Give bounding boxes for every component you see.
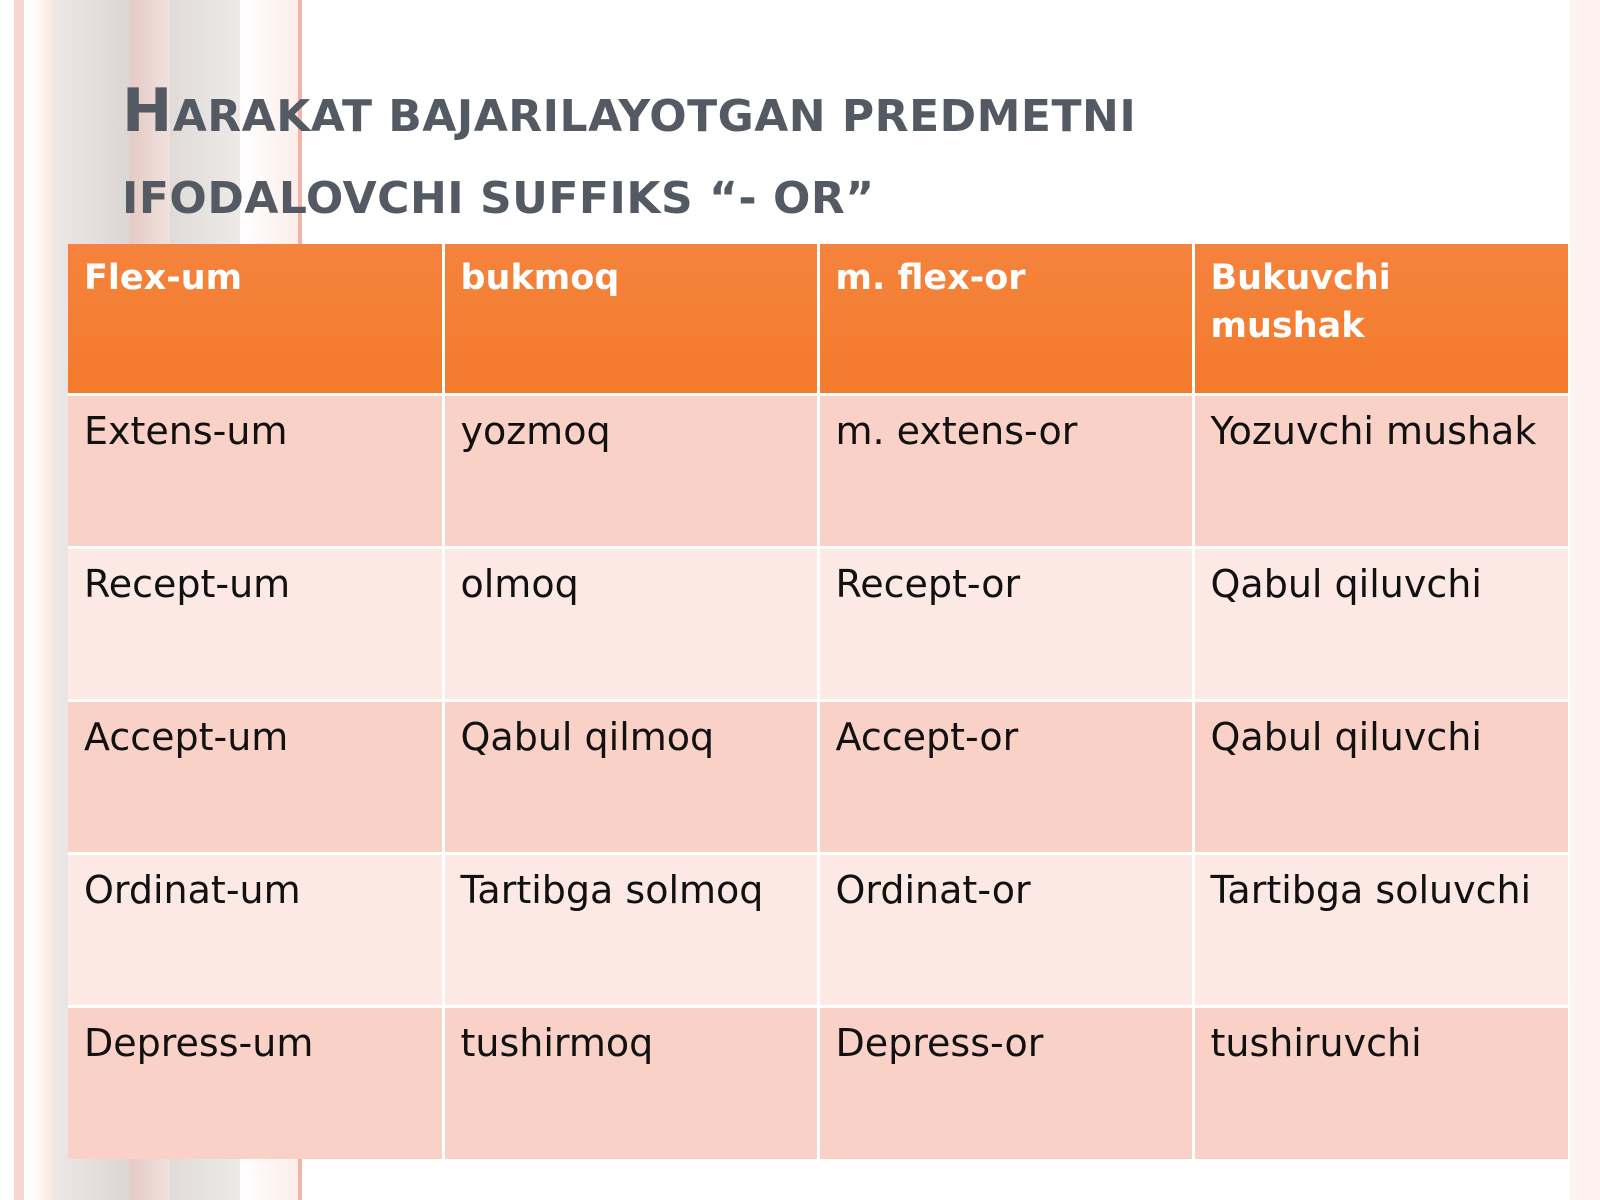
header-cell: bukmoq (443, 244, 818, 394)
table-row (68, 853, 1568, 1006)
header-cell: Bukuvchi mushak (1193, 244, 1568, 394)
table-cell: olmoq (443, 547, 818, 700)
table-cell: Qabul qiluvchi (1193, 700, 1568, 853)
header-cell: m. flex-or (818, 244, 1193, 394)
table-cell: Depress-um (68, 1006, 443, 1159)
decor-band (30, 0, 52, 1200)
table-row (68, 394, 1568, 547)
table-cell: Accept-or (818, 700, 1193, 853)
header-cell: Flex-um (68, 244, 443, 394)
table-cell: Yozuvchi mushak (1193, 394, 1568, 547)
table-cell: Accept-um (68, 700, 443, 853)
table-header-row (68, 244, 1568, 394)
slide-title (122, 70, 1502, 240)
table-cell: Recept-um (68, 547, 443, 700)
table-row (68, 1006, 1568, 1159)
table-cell: Ordinat-um (68, 853, 443, 1006)
table-cell: m. extens-or (818, 394, 1193, 547)
decor-band (1570, 0, 1600, 1200)
table-cell: Ordinat-or (818, 853, 1193, 1006)
table-row (68, 700, 1568, 853)
decor-band (14, 0, 24, 1200)
table-cell: Recept-or (818, 547, 1193, 700)
table-cell: Depress-or (818, 1006, 1193, 1159)
table-cell: Tartibga soluvchi (1193, 853, 1568, 1006)
table-cell: tushirmoq (443, 1006, 818, 1159)
table-cell: Qabul qilmoq (443, 700, 818, 853)
title-line2: IFODALOVCHI SUFFIKS “- OR” (122, 173, 875, 224)
suffix-table (68, 244, 1568, 1159)
table-cell: Qabul qiluvchi (1193, 547, 1568, 700)
table-cell: Tartibga solmoq (443, 853, 818, 1006)
table-cell: tushiruvchi (1193, 1006, 1568, 1159)
table-cell: yozmoq (443, 394, 818, 547)
table-cell: Extens-um (68, 394, 443, 547)
table-row (68, 547, 1568, 700)
title-line1: ARAKAT BAJARILAYOTGAN PREDMETNI (172, 91, 1137, 142)
title-initial: H (122, 76, 173, 146)
